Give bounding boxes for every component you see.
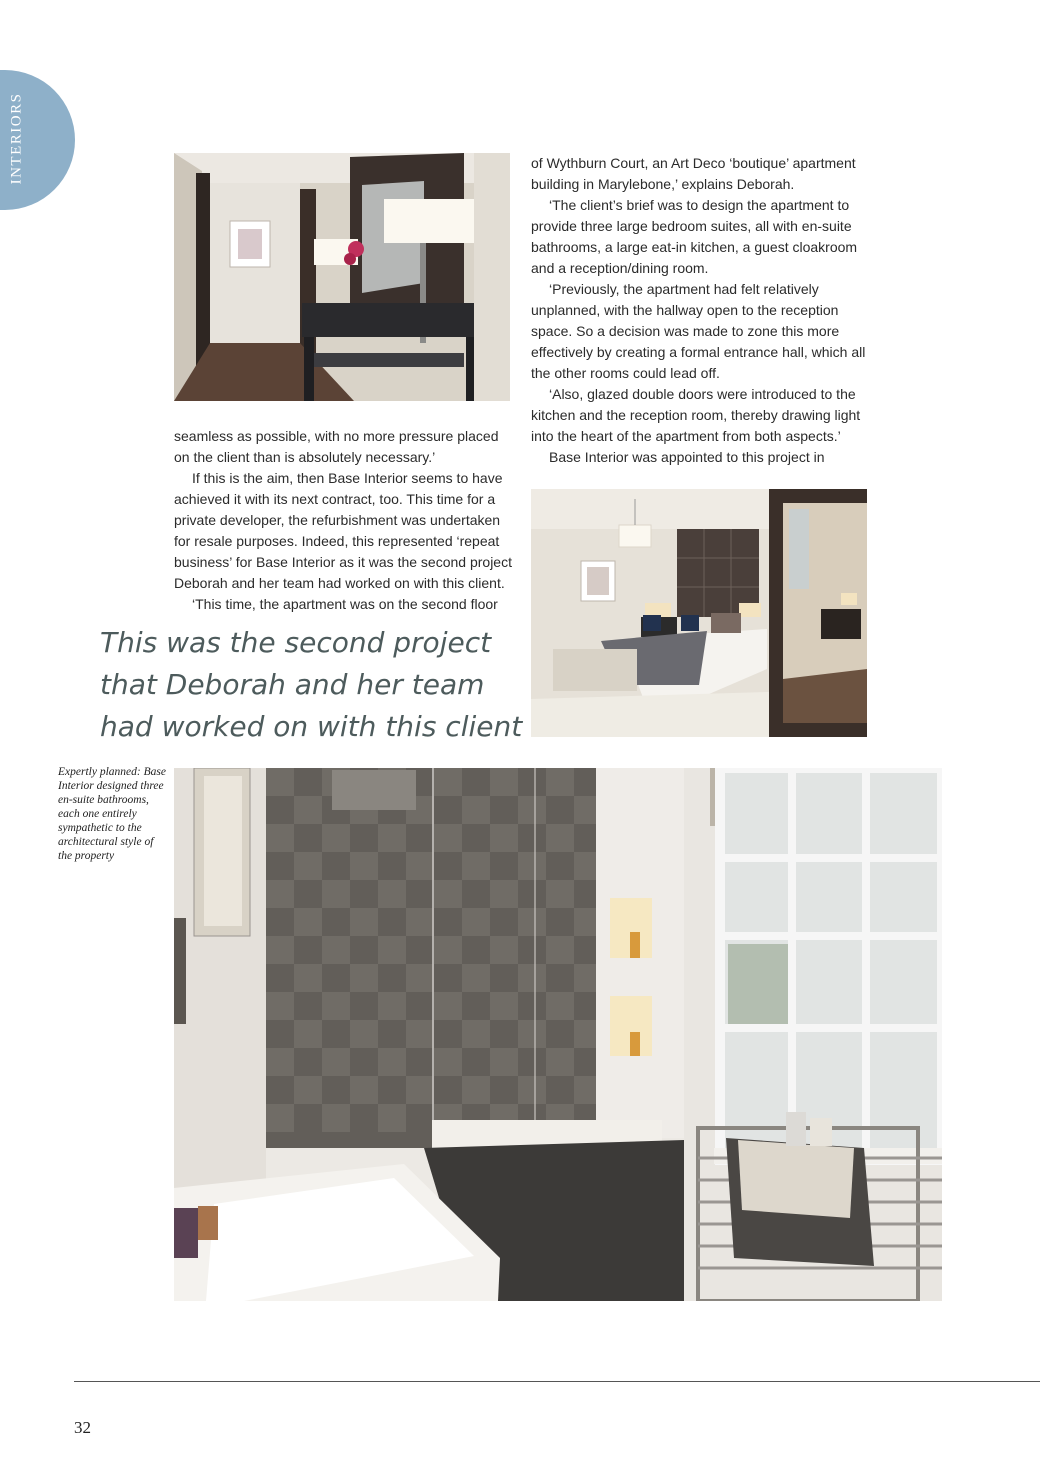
left-text-column bbox=[174, 426, 514, 615]
page-number: 32 bbox=[74, 1418, 91, 1437]
body-paragraph: of Wythburn Court, an Art Deco ‘boutique’ apartment building in Marylebone,’ explains Deborah. bbox=[531, 155, 856, 192]
body-paragraph: Base Interior was appointed to this project in bbox=[549, 449, 825, 465]
pull-quote-line: This was the second project bbox=[100, 626, 492, 659]
section-tab-label: INTERIORS bbox=[8, 92, 25, 184]
photo-caption: Expertly planned: Base Interior designed three en-suite bathrooms, each one entirely sympathetic to the architectural style of the property bbox=[58, 766, 166, 862]
pull-quote-line: that Deborah and her team bbox=[100, 668, 485, 701]
right-text-column bbox=[531, 153, 867, 468]
body-paragraph: ‘Previously, the apartment had felt relatively unplanned, with the hallway open to the reception space. So a decision was made to zone this more effectively by creating a formal entrance hall, which all the other rooms could lead off. bbox=[531, 281, 866, 381]
hallway-photo bbox=[174, 153, 510, 401]
footer-rule bbox=[74, 1381, 1040, 1382]
body-paragraph: seamless as possible, with no more pressure placed on the client than is absolutely necessary.’ bbox=[174, 428, 499, 465]
body-paragraph: If this is the aim, then Base Interior seems to have achieved it with its next contract, too. This time for a private developer, the refurbishment was undertaken for resale purposes. Indeed, this represented ‘repeat business’ for Base Interior as it was the second project Deborah and her team had worked on with this client. bbox=[174, 470, 512, 591]
bathroom-photo bbox=[174, 768, 942, 1301]
bedroom-photo bbox=[531, 489, 867, 737]
pull-quote-line: had worked on with this client bbox=[100, 710, 523, 743]
body-paragraph: ‘The client’s brief was to design the apartment to provide three large bedroom suites, all with en-suite bathrooms, a large eat-in kitchen, a guest cloakroom and a reception/dining room. bbox=[531, 197, 858, 276]
body-paragraph: ‘This time, the apartment was on the second floor bbox=[192, 596, 498, 612]
pull-quote bbox=[100, 622, 523, 748]
body-paragraph: ‘Also, glazed double doors were introduced to the kitchen and the reception room, thereby drawing light into the heart of the apartment from both aspects.’ bbox=[531, 386, 861, 444]
